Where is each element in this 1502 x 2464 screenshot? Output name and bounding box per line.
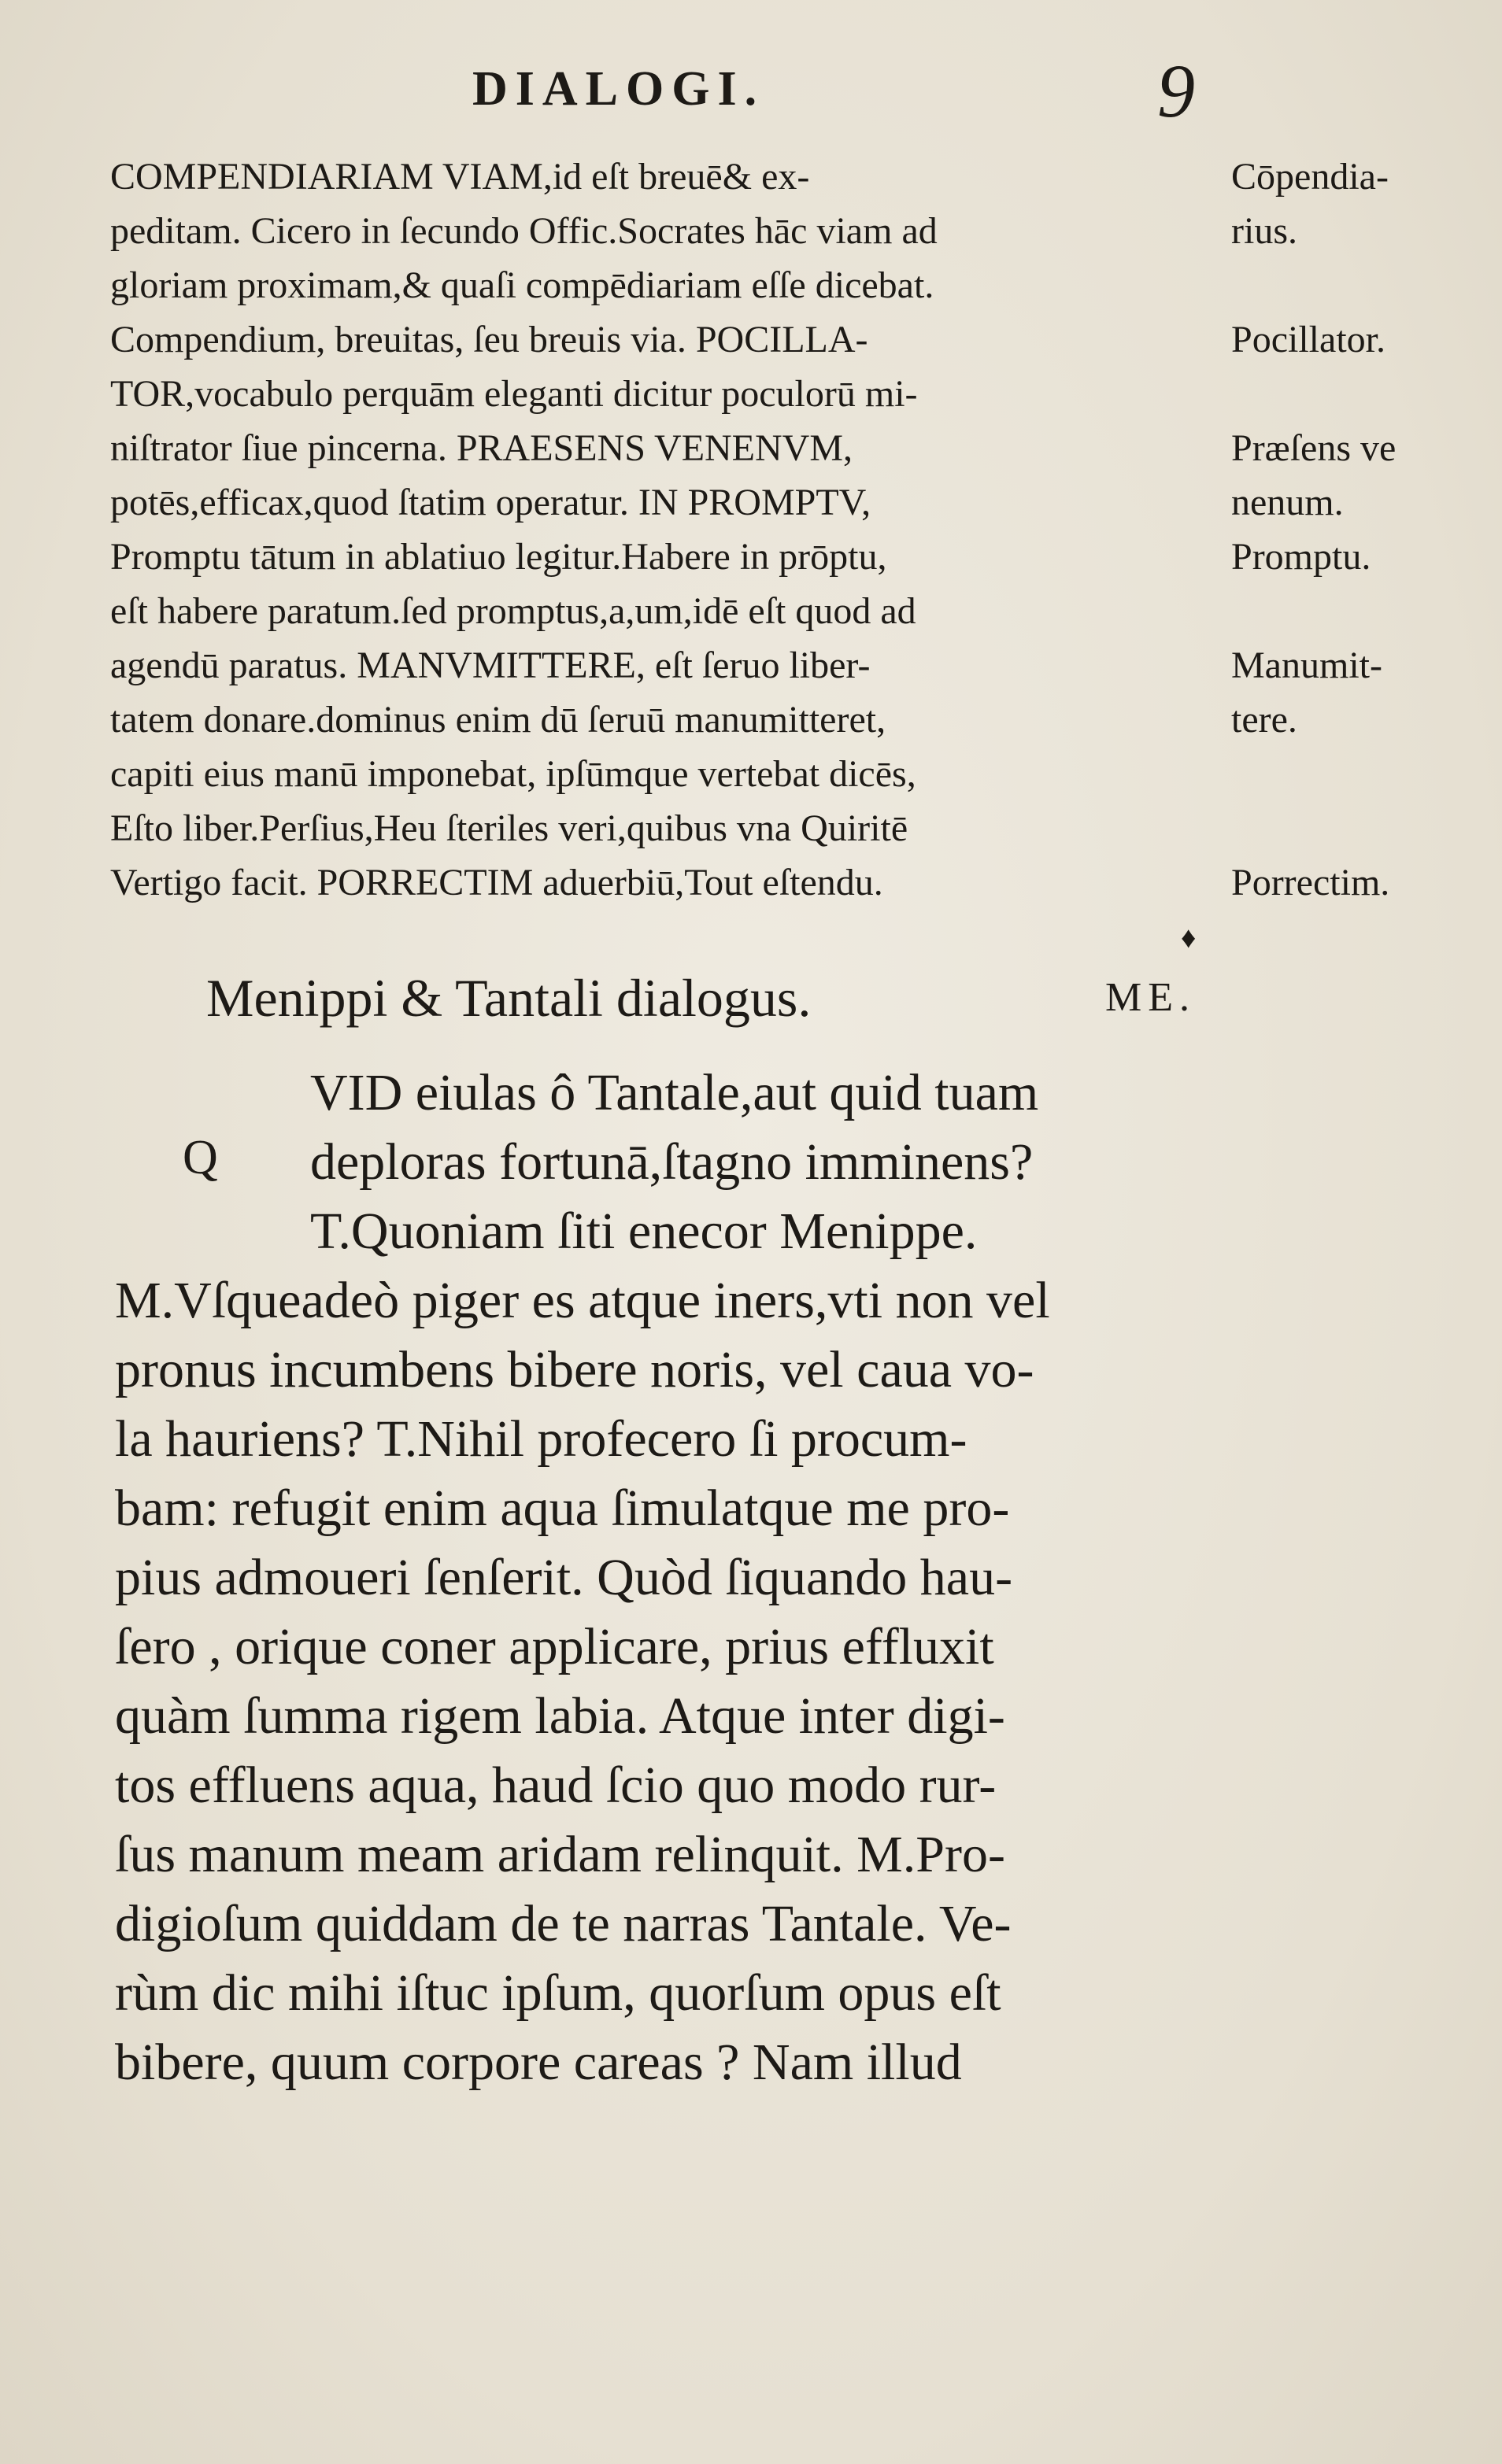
line-text: bibere, quum corpore careas ? Nam illud	[115, 2034, 962, 2091]
side-note: nenum.	[1231, 482, 1344, 523]
text-line	[115, 1335, 1233, 1405]
text-line	[115, 1197, 1233, 1266]
side-note: tere.	[1231, 699, 1297, 741]
note-line	[110, 801, 1448, 855]
text-line	[115, 1266, 1233, 1335]
line-text: bam: refugit enim aqua ſimulatque me pro-	[115, 1480, 1010, 1537]
note-line	[110, 204, 1448, 258]
line-text: ſus manum meam aridam relinquit. M.Pro-	[115, 1826, 1005, 1883]
note-line	[110, 693, 1448, 747]
drop-initial: Q	[183, 1131, 218, 1184]
side-note: Promptu.	[1231, 536, 1371, 578]
note-line	[110, 475, 1448, 530]
note-line	[110, 312, 1448, 367]
text-line	[115, 1890, 1233, 1959]
marginal-notes	[110, 150, 1448, 910]
note-line	[110, 150, 1448, 204]
text-line	[115, 1820, 1233, 1890]
note-text: peditam. Cicero in ſecundo Offic.Socrates hāc viam ad	[110, 210, 938, 252]
note-line	[110, 584, 1448, 638]
side-note: Cōpendia-	[1231, 156, 1389, 198]
side-note: Præſens ve	[1231, 427, 1397, 469]
note-line	[110, 367, 1448, 421]
page-header	[472, 49, 1195, 133]
note-text: niſtrator ſiue pincerna. PRAESENS VENENVM,	[110, 427, 853, 469]
note-text: Eſto liber.Perſius,Heu ſteriles veri,quibus vna Quiritē	[110, 807, 908, 849]
note-text: Promptu tātum in ablatiuo legitur.Habere in prōptu,	[110, 536, 887, 578]
note-text: Compendium, breuitas, ſeu breuis via. POCILLA-	[110, 319, 868, 360]
line-text: VID eiulas ô Tantale,aut quid tuam	[310, 1064, 1039, 1121]
side-note: Manumit-	[1231, 645, 1382, 686]
note-text: potēs,efficax,quod ſtatim operatur. IN PROMPTV,	[110, 482, 871, 523]
side-note: Porrectim.	[1231, 862, 1390, 903]
text-line	[115, 1405, 1233, 1474]
running-title: DIALOGI.	[472, 62, 765, 116]
line-text: pronus incumbens bibere noris, vel caua vo-	[115, 1341, 1034, 1398]
note-line	[110, 855, 1448, 910]
speaker-label: ME.	[1105, 975, 1196, 1020]
note-text: agendū paratus. MANVMITTERE, eſt ſeruo liber-	[110, 645, 871, 686]
note-text: capiti eius manū imponebat, ipſūmque vertebat dicēs,	[110, 753, 916, 795]
note-line	[110, 530, 1448, 584]
text-line	[115, 1751, 1233, 1820]
note-text: Vertigo facit. PORRECTIM aduerbiū,Tout eſtendu.	[110, 862, 883, 903]
line-text: la hauriens? T.Nihil profecero ſi procum-	[115, 1410, 967, 1468]
text-line	[115, 1128, 1233, 1197]
side-note: Pocillator.	[1231, 319, 1385, 360]
line-text: rùm dic mihi iſtuc ipſum, quorſum opus eſt	[115, 1964, 1001, 2022]
note-line	[110, 747, 1448, 801]
note-text: eſt habere paratum.ſed promptus,a,um,idē eſt quod ad	[110, 590, 916, 632]
text-line	[115, 1959, 1233, 2028]
note-line	[110, 638, 1448, 693]
ornament-mark: ♦	[1181, 922, 1197, 955]
text-line	[115, 2028, 1233, 2097]
note-text: COMPENDIARIAM VIAM,id eſt breuē& ex-	[110, 156, 810, 198]
line-text: tos effluens aqua, haud ſcio quo modo rur-	[115, 1757, 997, 1814]
line-text: M.Vſqueadeò piger es atque iners,vti non vel	[115, 1272, 1050, 1329]
text-line	[115, 1543, 1233, 1612]
note-text: tatem donare.dominus enim dū ſeruū manumitteret,	[110, 699, 886, 741]
note-text: TOR,vocabulo perquām eleganti dicitur poculorū mi-	[110, 373, 918, 415]
line-text: pius admoueri ſenſerit. Quòd ſiquando hau-	[115, 1549, 1013, 1606]
line-text: deploras fortunā,ſtagno imminens?	[310, 1133, 1034, 1191]
text-line	[115, 1058, 1233, 1128]
line-text: digioſum quiddam de te narras Tantale. Ve-	[115, 1895, 1012, 1952]
note-line	[110, 258, 1448, 312]
dialog-body	[115, 1058, 1233, 2097]
dialog-title: Menippi & Tantali dialogus.	[206, 968, 812, 1028]
dialog-heading	[206, 959, 1245, 1037]
line-text: ſero , orique coner applicare, prius effluxit	[115, 1618, 994, 1675]
page-number: 9	[1157, 49, 1195, 133]
side-note: rius.	[1231, 210, 1297, 252]
note-line	[110, 421, 1448, 475]
text-line	[115, 1474, 1233, 1543]
text-line	[115, 1682, 1233, 1751]
text-line	[115, 1612, 1233, 1682]
note-text: gloriam proximam,& quaſi compēdiariam eſſe dicebat.	[110, 264, 934, 306]
line-text: quàm ſumma rigem labia. Atque inter digi-	[115, 1687, 1005, 1745]
line-text: T.Quoniam ſiti enecor Menippe.	[310, 1202, 978, 1260]
